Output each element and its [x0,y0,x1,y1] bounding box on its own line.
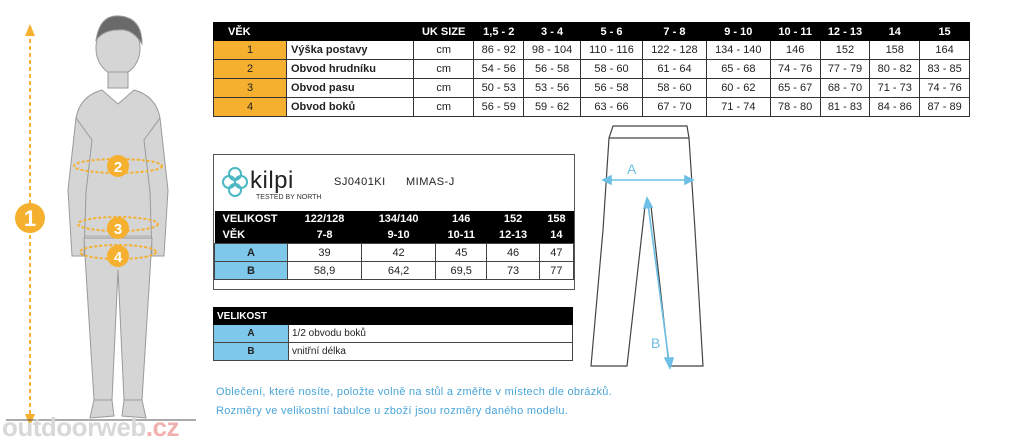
measure-a-label: A [627,161,637,177]
marker-2 [107,155,129,177]
measure-b-label: B [651,335,661,351]
measure-cell: 58,9 [288,262,362,280]
size-chart-row [214,41,970,60]
size-cell: 134 - 140 [706,41,770,60]
size-cell: 67 - 70 [643,98,707,117]
size-cell: 86 - 92 [474,41,524,60]
age-header-row-cell: 14 [539,227,573,244]
legend-table [213,307,573,361]
row-unit: cm [414,98,474,117]
size-cell: 74 - 76 [770,60,820,79]
note-line-1: Oblečení, které nosíte, položte volně na stůl a změřte v místech dle obrázků. [216,386,613,398]
size-chart-row [214,98,970,117]
age-header-row-cell: 10-11 [436,227,487,244]
size-header-row-cell: 122/128 [288,211,362,227]
size-cell: 65 - 67 [770,79,820,98]
child-body [68,16,168,418]
size-header-row-cell: 146 [436,211,487,227]
size-cell: 61 - 64 [643,60,707,79]
measure-row [215,262,574,280]
header-size-col: 1,5 - 2 [474,23,524,41]
size-cell: 58 - 60 [643,79,707,98]
size-cell: 77 - 79 [820,60,870,79]
header-size-col: 5 - 6 [580,23,642,41]
row-number: 4 [214,98,287,117]
size-cell: 110 - 116 [580,41,642,60]
product-model: MIMAS-J [406,176,455,188]
measure-cell: 69,5 [436,262,487,280]
size-cell: 78 - 80 [770,98,820,117]
measure-key: B [215,262,288,280]
measure-row [215,244,574,262]
marker-1 [15,203,45,233]
size-cell: 81 - 83 [820,98,870,117]
header-uk-size: UK SIZE [414,23,474,41]
watermark-main: outdoorweb [2,412,146,442]
row-number: 2 [214,60,287,79]
legend-row [214,343,573,361]
size-cell: 84 - 86 [870,98,920,117]
header-age: VĚK [214,23,414,41]
row-unit: cm [414,41,474,60]
watermark [2,412,179,443]
child-figure-illustration [0,0,200,441]
product-code: SJ0401KI [334,176,386,188]
measure-cell: 42 [362,244,436,262]
size-header-row-cell: 158 [539,211,573,227]
size-cell: 71 - 73 [870,79,920,98]
header-size-col: 7 - 8 [643,23,707,41]
svg-text:2: 2 [113,159,123,176]
size-cell: 56 - 59 [474,98,524,117]
size-header-row-cell: 134/140 [362,211,436,227]
size-cell: 80 - 82 [870,60,920,79]
marker-3 [107,217,129,239]
size-chart-row [214,60,970,79]
size-cell: 59 - 62 [524,98,581,117]
svg-text:1: 1 [23,206,37,231]
legend-row [214,325,573,343]
size-cell: 50 - 53 [474,79,524,98]
legend-text: vnitřní délka [289,343,573,361]
row-unit: cm [414,79,474,98]
size-cell: 54 - 56 [474,60,524,79]
size-header-row-cell: 152 [487,211,539,227]
size-cell: 87 - 89 [920,98,970,117]
size-cell: 122 - 128 [643,41,707,60]
legend-key: B [214,343,289,361]
size-cell: 56 - 58 [580,79,642,98]
size-header-row [215,211,574,227]
kilpi-knot-icon [220,165,250,199]
size-cell: 158 [870,41,920,60]
size-cell: 63 - 66 [580,98,642,117]
age-header-row-cell: 7-8 [288,227,362,244]
measure-cell: 47 [539,244,573,262]
measure-cell: 46 [487,244,539,262]
header-size-col: 9 - 10 [706,23,770,41]
header-size-col: 12 - 13 [820,23,870,41]
legend-header-row [214,308,573,325]
measure-cell: 73 [487,262,539,280]
svg-text:4: 4 [113,249,123,266]
row-unit: cm [414,60,474,79]
row-label: Obvod pasu [287,79,414,98]
brand-logo: kilpi [250,167,294,194]
age-header-row-cell: 12-13 [487,227,539,244]
measure-key: A [215,244,288,262]
size-cell: 83 - 85 [920,60,970,79]
size-cell: 152 [820,41,870,60]
row-label: Obvod boků [287,98,414,117]
size-chart-row [214,79,970,98]
legend-header: VELIKOST [214,308,573,325]
brand-row [214,155,574,211]
pants-diagram [585,122,705,372]
size-cell: 60 - 62 [706,79,770,98]
legend-key: A [214,325,289,343]
note-line-2: Rozměry ve velikostní tabulce u zboží jsou rozměry daného modelu. [216,405,569,417]
size-cell: 56 - 58 [524,60,581,79]
header-size-col: 15 [920,23,970,41]
size-cell: 65 - 68 [706,60,770,79]
size-chart-table [213,22,970,117]
size-chart-header-row [214,23,970,41]
row-label: Výška postavy [287,41,414,60]
row-number: 3 [214,79,287,98]
svg-text:3: 3 [113,221,123,238]
product-measure-table [214,211,574,280]
age-header-row [215,227,574,244]
header-size-col: 3 - 4 [524,23,581,41]
age-header-row-label: VĚK [215,227,288,244]
size-cell: 164 [920,41,970,60]
measure-cell: 64,2 [362,262,436,280]
age-header-row-cell: 9-10 [362,227,436,244]
size-cell: 74 - 76 [920,79,970,98]
measure-cell: 39 [288,244,362,262]
size-cell: 68 - 70 [820,79,870,98]
size-cell: 146 [770,41,820,60]
measure-cell: 45 [436,244,487,262]
row-number: 1 [214,41,287,60]
size-cell: 98 - 104 [524,41,581,60]
size-header-row-label: VELIKOST [215,211,288,227]
header-size-col: 10 - 11 [770,23,820,41]
product-size-card [213,154,575,290]
legend-text: 1/2 obvodu boků [289,325,573,343]
pants-outline [591,126,703,366]
size-cell: 53 - 56 [524,79,581,98]
watermark-suffix: .cz [145,412,179,442]
measure-cell: 77 [539,262,573,280]
marker-4 [107,245,129,267]
row-label: Obvod hrudníku [287,60,414,79]
header-size-col: 14 [870,23,920,41]
size-cell: 58 - 60 [580,60,642,79]
brand-tagline: TESTED BY NORTH [256,194,322,201]
size-cell: 71 - 74 [706,98,770,117]
